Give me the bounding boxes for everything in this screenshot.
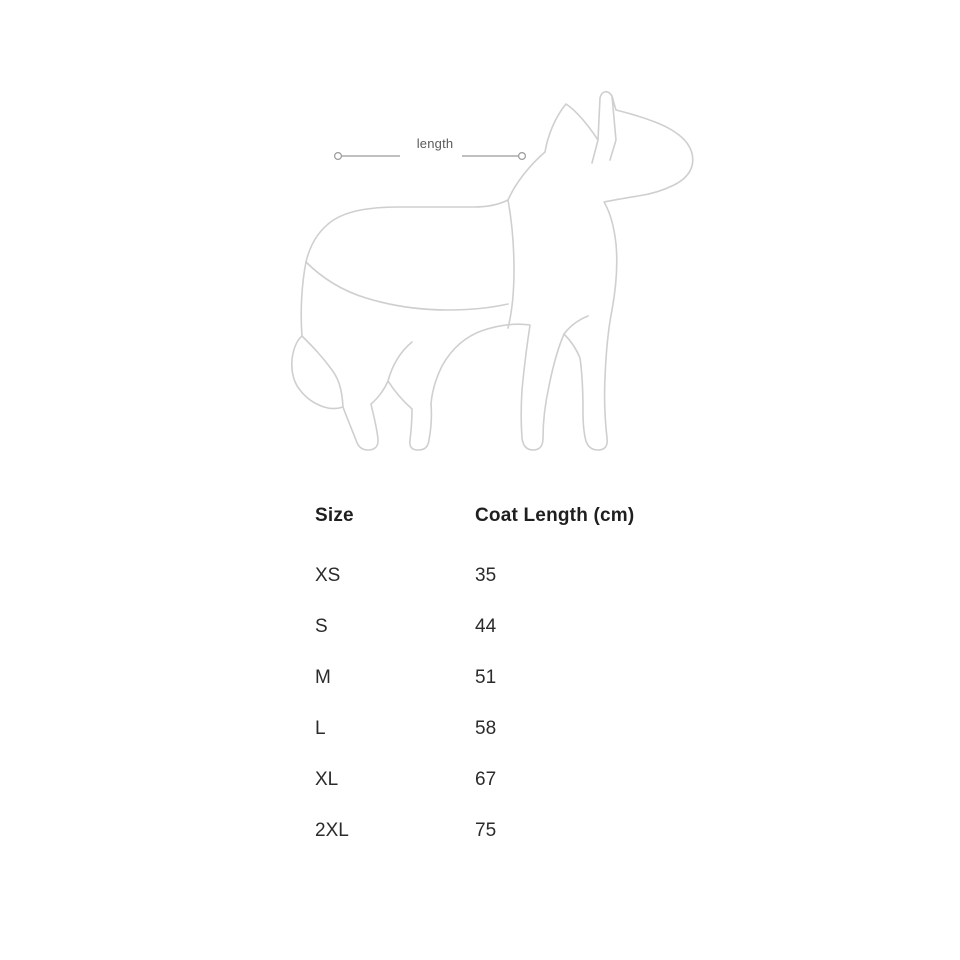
cell-coat-length: 58 — [475, 718, 497, 739]
size-table — [315, 505, 705, 842]
cell-size: L — [315, 718, 326, 739]
table-row — [315, 565, 705, 616]
cell-size: M — [315, 667, 331, 688]
header-coat-length: Coat Length (cm) — [475, 505, 635, 526]
table-row — [315, 820, 705, 842]
table-row — [315, 769, 705, 820]
cell-coat-length: 67 — [475, 769, 497, 790]
size-table-container — [0, 505, 960, 842]
cell-size: S — [315, 616, 328, 637]
cell-coat-length: 35 — [475, 565, 497, 586]
table-header-row — [315, 505, 705, 565]
cell-coat-length: 51 — [475, 667, 497, 688]
cell-coat-length: 44 — [475, 616, 497, 637]
cell-size: 2XL — [315, 820, 349, 841]
table-row — [315, 718, 705, 769]
table-row — [315, 616, 705, 667]
cell-size: XL — [315, 769, 339, 790]
cell-coat-length: 75 — [475, 820, 497, 841]
header-size: Size — [315, 505, 354, 526]
table-row — [315, 667, 705, 718]
length-label: length — [416, 136, 454, 151]
cell-size: XS — [315, 565, 341, 586]
